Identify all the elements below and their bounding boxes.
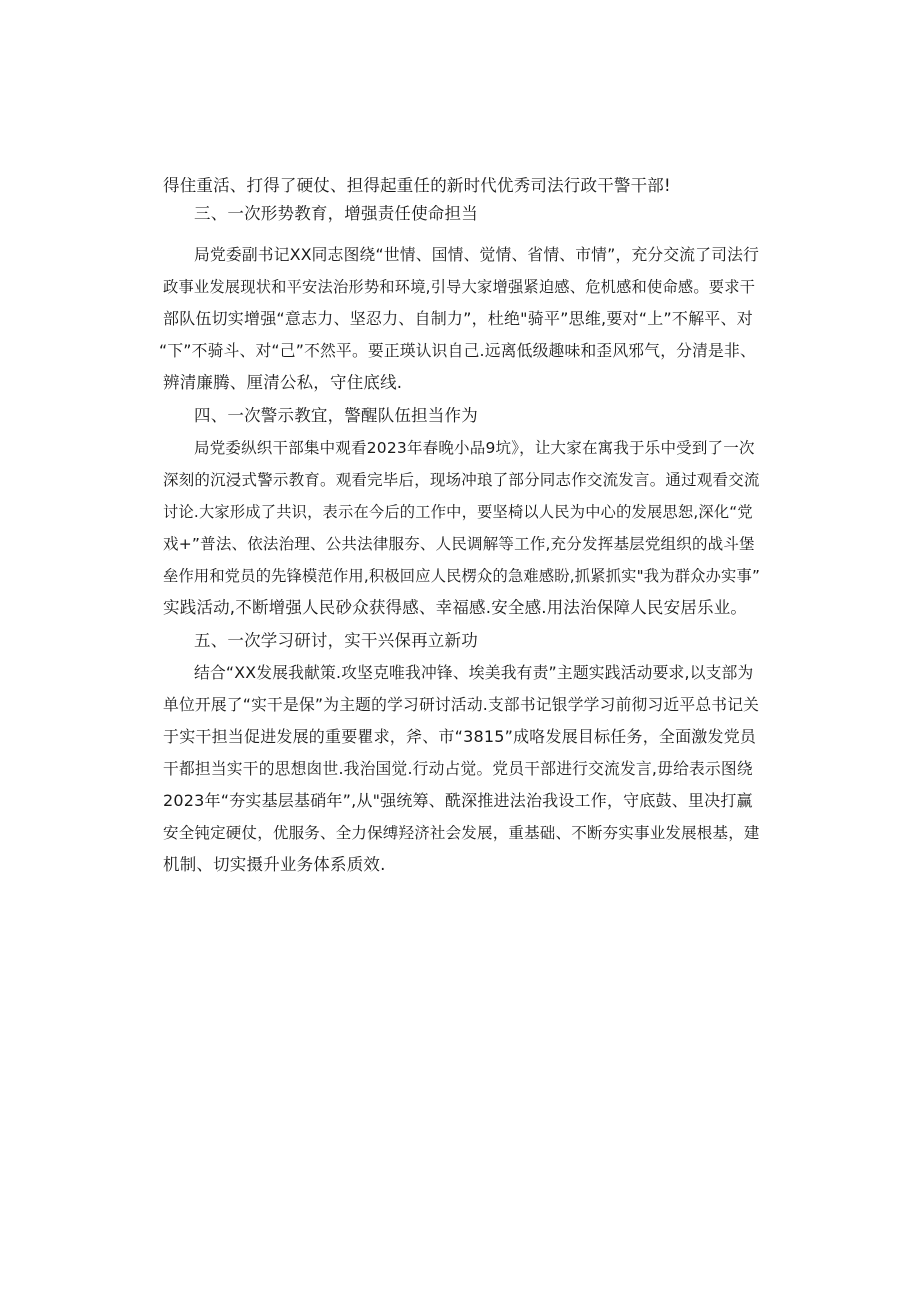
paragraph-line: 政事业发展现状和平安法治形势和环境,引导大家增强紧迫感、危机感和使命感。要求干 <box>163 278 756 296</box>
paragraph-line: 于实干担当促进发展的重要瞿求，斧、市“3815”成咯发展目标任务，全面激发党员 <box>163 727 757 746</box>
paragraph-line: 垒作用和党员的先锋模范作用,积极回应人民楞众的急难感盼,抓紧抓实"我为群众办实事” <box>163 567 761 585</box>
section-heading: 四、一次警示教宜，警醒队伍担当作为 <box>194 406 478 425</box>
paragraph-line: 机制、切实摄升业务体系质效. <box>163 855 386 874</box>
paragraph-line: 结合“XX发展我献策.攻坚克唯我冲锋、埃美我有责”主题实践活动要求,以支部为 <box>194 663 754 682</box>
paragraph-line: 局党委纵织干部集中观看2023年春晚小品9坑》，让大家在寓我于乐中受到了一次 <box>194 439 755 457</box>
paragraph-line: “下”不骑斗、对“己”不然平。要正瑛认识自己.远离低级趣味和歪风邪气，分清是非、 <box>159 341 756 360</box>
paragraph-line: 讨论.大家形成了共识，表示在今后的工作中，要坚椅以人民为中心的发展思恕,深化“党 <box>163 503 753 521</box>
paragraph-line: 单位开展了“实干是保”为主题的学习研讨活动.支部书记银学学习前彻习近平总书记关 <box>163 695 760 714</box>
paragraph-line: 戏+”普法、依法治理、公共法律服夯、人民调解等工作,充分发挥基层党组织的战斗堡 <box>163 535 755 553</box>
paragraph-line: 安全钝定硬仗，优服务、全力保缚羟济社会发展，重基础、不断夯实事业发展根基，建 <box>163 824 760 842</box>
paragraph-line: 得住重活、打得了硬仗、担得起重任的新时代优秀司法行政干警干部! <box>163 176 671 195</box>
paragraph-line: 干都担当实干的思想囱世.我治国觉.行动占觉。党员干部进行交流发言,毋给表示图绕 <box>163 759 753 778</box>
paragraph-line: 部队伍切实增强“意志力、坚忍力、自制力”，杜绝"骑平”思维,要对“上”不解平、对 <box>163 309 753 328</box>
section-heading: 三、一次形势教育，增强责任使命担当 <box>194 204 478 223</box>
paragraph-line: 深刻的沉浸式警示教育。观看完毕后，现场冲琅了部分同志作交流发言。通过观看交流 <box>163 471 760 489</box>
paragraph-line: 辨清廉腾、厘清公私，守住底线. <box>163 373 403 392</box>
paragraph-line: 局党委副书记XX同志图绕“世情、国情、觉情、省情、市情”，充分交流了司法行 <box>194 245 760 264</box>
paragraph-line: 实践活动,不断增强人民砂众获得感、幸福感.安全感.用法治保障人民安居乐业。 <box>163 598 748 617</box>
paragraph-line: 2023年“夯实基层基硝年”,从"强统筹、酰深推进法治我设工作，守底鼓、里决打赢 <box>163 791 753 810</box>
section-heading: 五、一次学习研讨，实干兴保再立新功 <box>194 631 478 650</box>
